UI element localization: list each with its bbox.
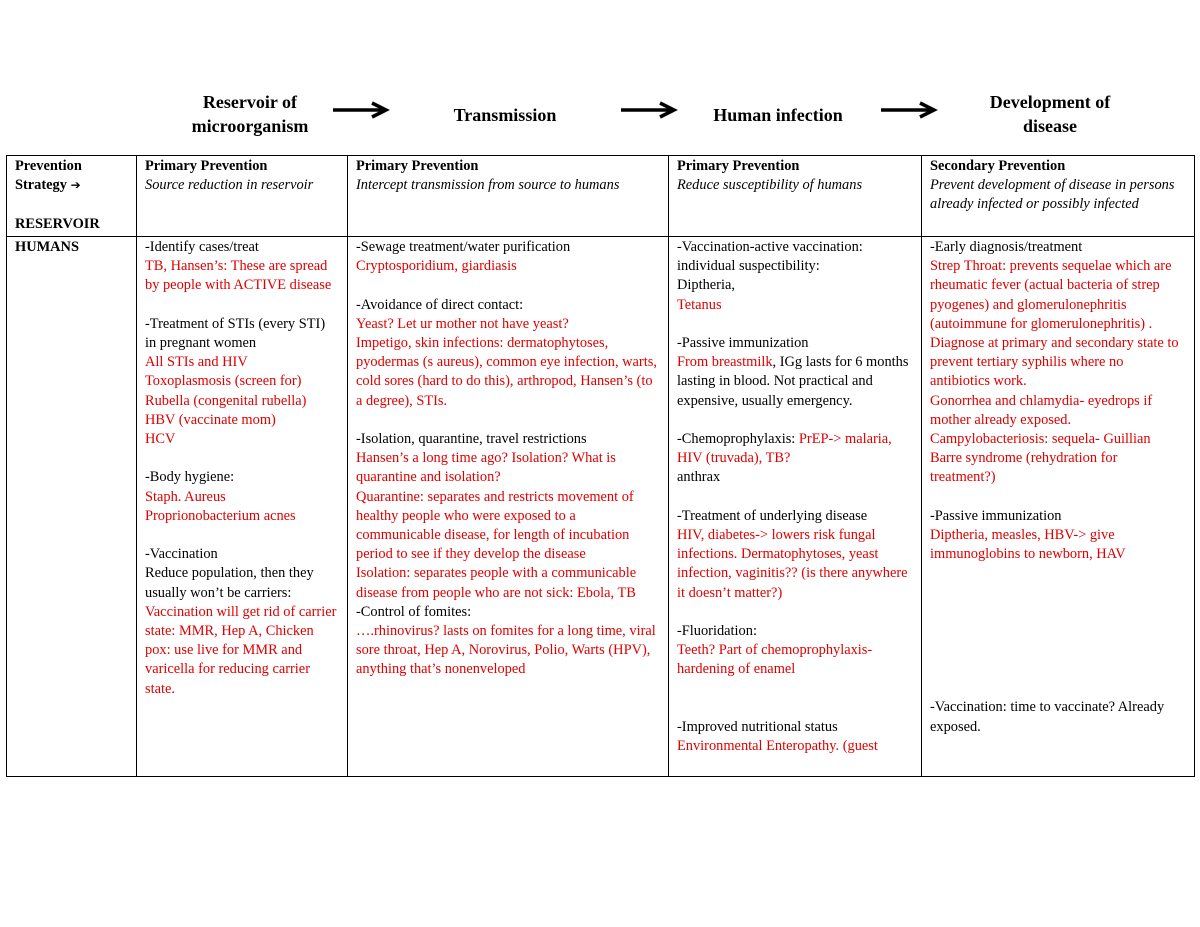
table-row-humans bbox=[7, 237, 1195, 777]
col2-subtitle: Intercept transmission from source to humans bbox=[356, 177, 620, 194]
right-arrow-icon bbox=[332, 100, 390, 120]
col2-note-crypto: Cryptosporidium, giardiasis bbox=[356, 258, 517, 275]
col3-note-hiv: HIV, diabetes-> lowers risk fungal infections. Dermatophytoses, yeast infection, vaginitis?? (is there anywhere it doesn’t matter?) bbox=[677, 527, 908, 601]
col3-note-breastmilk: From breastmilk bbox=[677, 354, 773, 371]
col3-item-vaccination: -Vaccination-active vaccination: individual suspectibility: bbox=[677, 239, 863, 275]
col2-item-fomites: -Control of fomites: bbox=[356, 603, 472, 620]
disease-flow-diagram bbox=[0, 0, 1200, 150]
table-header-row bbox=[7, 156, 1195, 237]
col1-item-sti-treatment: -Treatment of STIs (every STI) in pregnant women bbox=[145, 315, 326, 351]
col3-subtitle: Reduce susceptibility of humans bbox=[677, 177, 863, 194]
row-label-cell bbox=[7, 237, 137, 777]
col4-note-gonorrhea: Gonorrhea and chlamydia- eyedrops if mother already exposed. bbox=[930, 392, 1153, 428]
header-col1-cell bbox=[137, 156, 348, 237]
col3-item-underlying-disease: -Treatment of underlying disease bbox=[677, 507, 868, 524]
col3-note-prep: PrEP-> malaria, HIV (truvada), TB? bbox=[677, 431, 892, 467]
col2-item-direct-contact: -Avoidance of direct contact: bbox=[356, 296, 524, 313]
col3-title: Primary Prevention bbox=[677, 158, 800, 174]
col1-note-tb: TB, Hansen’s: These are spread by people with ACTIVE disease bbox=[145, 258, 332, 294]
col2-item-isolation: -Isolation, quarantine, travel restrictions bbox=[356, 431, 587, 447]
stage-development-of-disease bbox=[955, 90, 1145, 138]
stage-development-line1: Development of bbox=[989, 92, 1111, 112]
col2-note-impetigo: Impetigo, skin infections: dermatophytoses, pyodermas (s aureus), common eye infection, warts, cold sores (hard to do this), arthropod, Hansen’s (to a degree), STIs. bbox=[356, 335, 657, 409]
col4-item-early-diagnosis: -Early diagnosis/treatment bbox=[930, 239, 1083, 255]
stage-transmission: Transmission bbox=[453, 105, 557, 125]
col4-body-cell bbox=[922, 237, 1195, 777]
right-arrow-icon bbox=[880, 100, 938, 120]
col3-note-enteropathy: Environmental Enteropathy. (guest bbox=[677, 738, 878, 755]
col2-note-quarantine: Quarantine: separates and restricts movement of healthy people who were exposed to a communicable disease, for length of incubation period to see if they develop the disease bbox=[356, 488, 634, 563]
stage-reservoir bbox=[160, 90, 340, 138]
strategy-label-line1: Prevention bbox=[15, 158, 82, 174]
prevention-table bbox=[6, 155, 1195, 777]
col3-note-teeth: Teeth? Part of chemoprophylaxis- hardening of enamel bbox=[677, 642, 873, 678]
col1-item-identify: -Identify cases/treat bbox=[145, 239, 259, 255]
row-label-humans: HUMANS bbox=[15, 239, 79, 255]
col3-item-chemoprophylaxis: -Chemoprophylaxis: bbox=[677, 431, 799, 447]
col1-note-sti: All STIs and HIV bbox=[145, 354, 248, 371]
col2-body-cell bbox=[348, 237, 669, 777]
col1-note-staph: Staph. Aureus bbox=[145, 488, 226, 505]
col3-text-diptheria: Diptheria, bbox=[677, 277, 735, 294]
col1-body-cell bbox=[137, 237, 348, 777]
stage-development-line2: disease bbox=[1023, 116, 1077, 136]
col3-item-fluoridation: -Fluoridation: bbox=[677, 623, 757, 639]
col1-note-hcv: HCV bbox=[145, 431, 176, 448]
col4-note-syphilis: Diagnose at primary and secondary state to prevent tertiary syphilis where no antibiotics work. bbox=[930, 335, 1179, 390]
col1-note-carrier-state: Vaccination will get rid of carrier state: MMR, Hep A, Chicken pox: use live for MMR and varicella for reducing carrier state. bbox=[145, 603, 337, 697]
stage-human-infection: Human infection bbox=[713, 105, 843, 125]
col1-note-toxo: Toxoplasmosis (screen for) bbox=[145, 373, 302, 390]
reservoir-label: RESERVOIR bbox=[15, 215, 100, 232]
stage-reservoir-line1: Reservoir of bbox=[202, 92, 298, 112]
col2-note-rhinovirus: ….rhinovirus? lasts on fomites for a long time, viral sore throat, Hep A, Norovirus, Polio, Warts (HPV), anything that’s nonenveloped bbox=[356, 623, 656, 678]
col2-item-sewage: -Sewage treatment/water purification bbox=[356, 239, 571, 255]
col3-item-passive: -Passive immunization bbox=[677, 335, 809, 351]
col3-item-nutrition: -Improved nutritional status bbox=[677, 719, 838, 735]
col3-body-cell bbox=[669, 237, 922, 777]
header-col4-cell bbox=[922, 156, 1195, 237]
col2-note-isolation: Isolation: separates people with a communicable disease from people who are not sick: Ebola, TB bbox=[356, 565, 637, 601]
col4-note-immunoglobins: Diptheria, measles, HBV-> give immunoglobins to newborn, HAV bbox=[930, 527, 1126, 563]
col4-item-vaccination: -Vaccination: time to vaccinate? Already exposed. bbox=[930, 699, 1165, 735]
col3-note-tetanus: Tetanus bbox=[677, 296, 722, 313]
col1-note-hbv: HBV (vaccinate mom) bbox=[145, 411, 276, 428]
col4-item-passive: -Passive immunization bbox=[930, 507, 1062, 524]
col4-title: Secondary Prevention bbox=[930, 158, 1066, 174]
right-arrow-icon: ➔ bbox=[70, 178, 81, 193]
col2-note-hansens: Hansen’s a long time ago? Isolation? What is quarantine and isolation? bbox=[356, 450, 616, 486]
col1-note-acnes: Proprionobacterium acnes bbox=[145, 507, 296, 524]
col4-subtitle: Prevent development of disease in persons already infected or possibly infected bbox=[930, 177, 1175, 213]
col1-item-vaccination: -Vaccination bbox=[145, 546, 218, 563]
col3-text-anthrax: anthrax bbox=[677, 469, 721, 486]
col3-text-igg: , IGg lasts for 6 months lasting in blood. Not practical and expensive, usually emergency. bbox=[677, 354, 909, 409]
col1-subtitle: Source reduction in reservoir bbox=[145, 177, 314, 194]
col1-text-carriers: Reduce population, then they usually won’t be carriers: bbox=[145, 565, 314, 601]
header-col2-cell bbox=[348, 156, 669, 237]
col1-note-rubella: Rubella (congenital rubella) bbox=[145, 392, 307, 409]
stage-reservoir-line2: microorganism bbox=[191, 116, 309, 136]
col1-item-hygiene: -Body hygiene: bbox=[145, 469, 235, 486]
col4-note-strep: Strep Throat: prevents sequelae which are rheumatic fever (actual bacteria of strep pyogenes) and glomerulonephritis (autoimmune for glomerulonephritis) . bbox=[930, 258, 1172, 332]
header-col3-cell bbox=[669, 156, 922, 237]
col1-title: Primary Prevention bbox=[145, 158, 268, 174]
strategy-label-line2: Strategy bbox=[15, 177, 67, 194]
header-strategy-cell bbox=[7, 156, 137, 237]
col4-note-campylobacter: Campylobacteriosis: sequela- Guillian Barre syndrome (rehydration for treatment?) bbox=[930, 431, 1151, 486]
col2-title: Primary Prevention bbox=[356, 158, 479, 174]
right-arrow-icon bbox=[620, 100, 678, 120]
col2-note-yeast: Yeast? Let ur mother not have yeast? bbox=[356, 315, 569, 332]
